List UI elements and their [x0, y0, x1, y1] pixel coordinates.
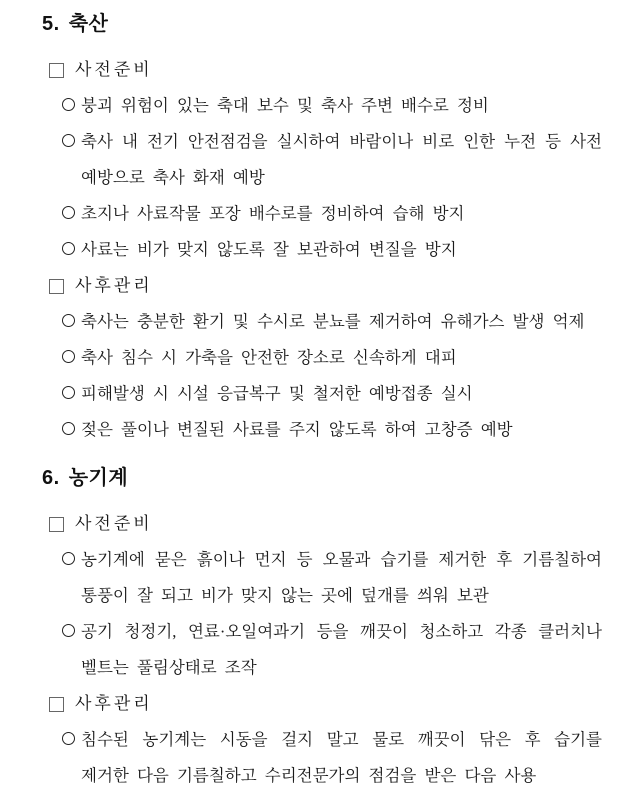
group-label: 사후관리	[75, 276, 153, 295]
checkbox-icon	[49, 517, 64, 532]
section-title: 농기계	[68, 467, 129, 489]
item-text: 피해발생 시 시설 응급복구 및 철저한 예방접종 실시	[81, 384, 473, 403]
list-item	[42, 304, 602, 340]
list-item	[42, 722, 602, 794]
list-item	[42, 196, 602, 232]
item-text: 붕괴 위험이 있는 축대 보수 및 축사 주변 배수로 정비	[81, 96, 489, 115]
checkbox-icon	[49, 63, 64, 78]
section-number: 5.	[42, 13, 60, 35]
checkbox-icon	[49, 697, 64, 712]
item-text: 침수된 농기계는 시동을 걸지 말고 물로 깨끗이 닦은 후 습기를 제거한 다음 기름칠하고 수리전문가의 점검을 받은 다음 사용	[81, 730, 602, 785]
group-header	[42, 506, 602, 542]
section-title: 축산	[68, 13, 109, 35]
section-heading	[42, 464, 602, 492]
group-post-management	[42, 268, 602, 448]
group-pre-preparation	[42, 52, 602, 268]
circle-bullet-icon	[62, 422, 75, 435]
group-label: 사전준비	[75, 514, 153, 533]
item-text: 축사는 충분한 환기 및 수시로 분뇨를 제거하여 유해가스 발생 억제	[81, 312, 585, 331]
item-text: 사료는 비가 맞지 않도록 잘 보관하여 변질을 방지	[81, 240, 457, 259]
circle-bullet-icon	[62, 314, 75, 327]
circle-bullet-icon	[62, 624, 75, 637]
circle-bullet-icon	[62, 350, 75, 363]
list-item	[42, 340, 602, 376]
circle-bullet-icon	[62, 206, 75, 219]
item-text: 축사 내 전기 안전점검을 실시하여 바람이나 비로 인한 누전 등 사전 예방으로 축사 화재 예방	[81, 132, 602, 187]
item-text: 농기계에 묻은 흙이나 먼지 등 오물과 습기를 제거한 후 기름칠하여 통풍이 잘 되고 비가 맞지 않는 곳에 덮개를 씌워 보관	[81, 550, 602, 605]
list-item	[42, 88, 602, 124]
section-farm-machinery	[42, 464, 602, 794]
circle-bullet-icon	[62, 134, 75, 147]
group-header	[42, 268, 602, 304]
list-item	[42, 376, 602, 412]
item-text: 초지나 사료작물 포장 배수로를 정비하여 습해 방지	[81, 204, 465, 223]
group-header	[42, 686, 602, 722]
item-text: 젖은 풀이나 변질된 사료를 주지 않도록 하여 고창증 예방	[81, 420, 513, 439]
section-heading	[42, 10, 602, 38]
group-header	[42, 52, 602, 88]
item-text: 축사 침수 시 가축을 안전한 장소로 신속하게 대피	[81, 348, 457, 367]
circle-bullet-icon	[62, 552, 75, 565]
list-item	[42, 542, 602, 614]
group-label: 사후관리	[75, 694, 153, 713]
group-label: 사전준비	[75, 60, 153, 79]
list-item	[42, 124, 602, 196]
section-livestock	[42, 10, 602, 448]
group-pre-preparation	[42, 506, 602, 686]
circle-bullet-icon	[62, 98, 75, 111]
group-post-management	[42, 686, 602, 794]
item-text: 공기 청정기, 연료·오일여과기 등을 깨끗이 청소하고 각종 클러치나 벨트는 풀림상태로 조작	[81, 622, 602, 677]
list-item	[42, 412, 602, 448]
checkbox-icon	[49, 279, 64, 294]
section-number: 6.	[42, 467, 60, 489]
list-item	[42, 614, 602, 686]
circle-bullet-icon	[62, 732, 75, 745]
circle-bullet-icon	[62, 386, 75, 399]
circle-bullet-icon	[62, 242, 75, 255]
list-item	[42, 232, 602, 268]
